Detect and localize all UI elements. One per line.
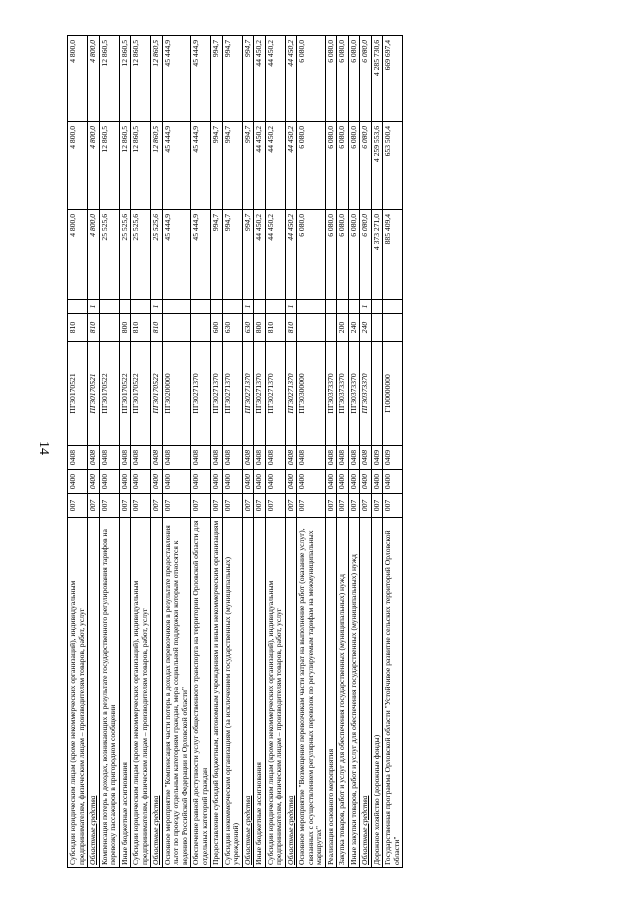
source-code bbox=[265, 300, 285, 314]
table-row bbox=[337, 36, 349, 868]
target-article-code: ПГ30271370 bbox=[211, 342, 223, 446]
amount-year-2: 4 259 553,6 bbox=[371, 122, 383, 210]
table-row bbox=[285, 36, 297, 868]
amount-year-2: 6 080,0 bbox=[348, 122, 360, 210]
amount-year-2: 653 500,4 bbox=[383, 122, 403, 210]
subsection-code: 0408 bbox=[265, 446, 285, 470]
expense-type-code: 810 bbox=[285, 314, 297, 342]
table-row bbox=[162, 36, 191, 868]
subsection-code: 0408 bbox=[254, 446, 266, 470]
amount-year-2: 6 080,0 bbox=[337, 122, 349, 210]
amount-year-3: 44 450,2 bbox=[265, 36, 285, 122]
amount-year-1: 25 525,6 bbox=[119, 210, 131, 300]
table-row bbox=[88, 36, 100, 868]
subsection-code: 0408 bbox=[119, 446, 131, 470]
subsection-code: 0408 bbox=[162, 446, 191, 470]
amount-year-1: 45 444,9 bbox=[162, 210, 191, 300]
row-description: Иные закупки товаров, работ и услуг для обеспечения государственных (муниципальных) нужд bbox=[348, 518, 360, 868]
row-description: Иные бюджетные ассигнования bbox=[119, 518, 131, 868]
amount-year-1: 25 525,6 bbox=[131, 210, 151, 300]
source-code bbox=[191, 300, 211, 314]
amount-year-2: 6 080,0 bbox=[360, 122, 372, 210]
ministry-code: 007 bbox=[119, 494, 131, 518]
target-article-code: ПГ30271370 bbox=[242, 342, 254, 446]
amount-year-3: 12 860,5 bbox=[131, 36, 151, 122]
expense-type-code bbox=[383, 314, 403, 342]
subsection-code: 0408 bbox=[285, 446, 297, 470]
amount-year-1: 44 450,2 bbox=[285, 210, 297, 300]
section-code: 0400 bbox=[191, 470, 211, 494]
page-number: 14 bbox=[36, 441, 51, 455]
table-row bbox=[371, 36, 383, 868]
table-row bbox=[119, 36, 131, 868]
expense-type-code: 240 bbox=[348, 314, 360, 342]
ministry-code: 007 bbox=[371, 494, 383, 518]
expense-type-code bbox=[325, 314, 337, 342]
amount-year-1: 994,7 bbox=[242, 210, 254, 300]
row-description: Обеспечение равной доступности услуг общественного транспорта на территории Орловской области для отдельных категорий граждан bbox=[191, 518, 211, 868]
table-row bbox=[242, 36, 254, 868]
ministry-code: 007 bbox=[242, 494, 254, 518]
section-code: 0400 bbox=[265, 470, 285, 494]
amount-year-2: 45 444,9 bbox=[191, 122, 211, 210]
amount-year-3: 6 080,0 bbox=[337, 36, 349, 122]
expense-type-code: 630 bbox=[222, 314, 242, 342]
row-description: Дорожное хозяйство (дорожные фонды) bbox=[371, 518, 383, 868]
amount-year-1: 4 800,0 bbox=[88, 210, 100, 300]
source-code bbox=[162, 300, 191, 314]
ministry-code: 007 bbox=[348, 494, 360, 518]
source-code bbox=[222, 300, 242, 314]
amount-year-3: 4 800,0 bbox=[88, 36, 100, 122]
row-description: Предоставление субсидий бюджетным, автономным учреждениям и иным некоммерческим организациям bbox=[211, 518, 223, 868]
subsection-code: 0408 bbox=[211, 446, 223, 470]
row-description: Основное мероприятие "Компенсация части потерь в доходах перевозчиков в результате предоставления льгот по проезду отдельным категориям граждан, мера социальной поддержки которым относятся к ведению Российской Федерации и Орловской области" bbox=[162, 518, 191, 868]
amount-year-2: 44 450,2 bbox=[285, 122, 297, 210]
source-code bbox=[348, 300, 360, 314]
amount-year-3: 994,7 bbox=[222, 36, 242, 122]
target-article-code bbox=[371, 342, 383, 446]
ministry-code: 007 bbox=[222, 494, 242, 518]
target-article-code: ПГ30373370 bbox=[325, 342, 337, 446]
section-code: 0400 bbox=[242, 470, 254, 494]
budget-table bbox=[67, 35, 403, 868]
row-description: Субсидии некоммерческим организациям (за исключением государственных (муниципальных) учреждений) bbox=[222, 518, 242, 868]
section-code: 0400 bbox=[371, 470, 383, 494]
amount-year-2: 44 450,2 bbox=[265, 122, 285, 210]
amount-year-3: 12 860,5 bbox=[119, 36, 131, 122]
row-description: Компенсация потерь в доходах, возникающих в результате государственного регулирования тарифов на перевозку пассажиров в пригородном сообщении bbox=[99, 518, 119, 868]
table-row bbox=[348, 36, 360, 868]
amount-year-1: 994,7 bbox=[211, 210, 223, 300]
amount-year-3: 6 080,0 bbox=[348, 36, 360, 122]
target-article-code: ПГ30373370 bbox=[348, 342, 360, 446]
amount-year-2: 4 800,0 bbox=[88, 122, 100, 210]
row-description: Областные средства bbox=[242, 518, 254, 868]
target-article-code: ПГ30271370 bbox=[254, 342, 266, 446]
amount-year-3: 4 800,0 bbox=[68, 36, 88, 122]
amount-year-1: 25 525,6 bbox=[99, 210, 119, 300]
source-code bbox=[131, 300, 151, 314]
expense-type-code bbox=[371, 314, 383, 342]
row-description: Иные бюджетные ассигнования bbox=[254, 518, 266, 868]
amount-year-3: 12 860,5 bbox=[99, 36, 119, 122]
expense-type-code: 800 bbox=[119, 314, 131, 342]
expense-type-code bbox=[297, 314, 326, 342]
section-code: 0400 bbox=[383, 470, 403, 494]
target-article-code: ПГ30170522 bbox=[99, 342, 119, 446]
amount-year-2: 45 444,9 bbox=[162, 122, 191, 210]
subsection-code: 0408 bbox=[348, 446, 360, 470]
row-description: Областные средства bbox=[285, 518, 297, 868]
row-description: Реализация основного мероприятия bbox=[325, 518, 337, 868]
target-article-code: Г100000000 bbox=[383, 342, 403, 446]
subsection-code: 0408 bbox=[242, 446, 254, 470]
row-description: Областные средства bbox=[88, 518, 100, 868]
amount-year-3: 6 080,0 bbox=[360, 36, 372, 122]
amount-year-1: 44 450,2 bbox=[265, 210, 285, 300]
ministry-code: 007 bbox=[151, 494, 163, 518]
section-code: 0400 bbox=[360, 470, 372, 494]
target-article-code: ПГ30373370 bbox=[337, 342, 349, 446]
source-code bbox=[211, 300, 223, 314]
source-code bbox=[99, 300, 119, 314]
row-description: Областные средства bbox=[151, 518, 163, 868]
section-code: 0400 bbox=[222, 470, 242, 494]
amount-year-1: 6 080,0 bbox=[360, 210, 372, 300]
ministry-code: 007 bbox=[325, 494, 337, 518]
ministry-code: 007 bbox=[88, 494, 100, 518]
ministry-code: 007 bbox=[162, 494, 191, 518]
expense-type-code: 810 bbox=[151, 314, 163, 342]
amount-year-3: 44 450,2 bbox=[254, 36, 266, 122]
target-article-code: ПГ30170521 bbox=[68, 342, 88, 446]
section-code: 0400 bbox=[162, 470, 191, 494]
row-description: Областные средства bbox=[360, 518, 372, 868]
expense-type-code: 800 bbox=[254, 314, 266, 342]
ministry-code: 007 bbox=[254, 494, 266, 518]
amount-year-3: 45 444,9 bbox=[191, 36, 211, 122]
target-article-code: ПГ30170522 bbox=[119, 342, 131, 446]
amount-year-2: 4 800,0 bbox=[68, 122, 88, 210]
target-article-code: ПГ30170521 bbox=[88, 342, 100, 446]
amount-year-1: 4 800,0 bbox=[68, 210, 88, 300]
amount-year-2: 12 860,5 bbox=[99, 122, 119, 210]
target-article-code: ПГ30170522 bbox=[131, 342, 151, 446]
amount-year-1: 44 450,2 bbox=[254, 210, 266, 300]
table-row bbox=[265, 36, 285, 868]
ministry-code: 007 bbox=[337, 494, 349, 518]
amount-year-3: 12 860,5 bbox=[151, 36, 163, 122]
table-row bbox=[297, 36, 326, 868]
expense-type-code bbox=[99, 314, 119, 342]
table-row bbox=[211, 36, 223, 868]
source-code: 1 bbox=[88, 300, 100, 314]
source-code bbox=[297, 300, 326, 314]
expense-type-code: 810 bbox=[88, 314, 100, 342]
row-description: Субсидии юридическим лицам (кроме некоммерческих организаций), индивидуальным предпринимателям, физическим лицам – производителям товаров, работ, услуг bbox=[131, 518, 151, 868]
section-code: 0400 bbox=[325, 470, 337, 494]
amount-year-1: 6 080,0 bbox=[297, 210, 326, 300]
subsection-code: 0408 bbox=[337, 446, 349, 470]
ministry-code: 007 bbox=[360, 494, 372, 518]
source-code bbox=[68, 300, 88, 314]
ministry-code: 007 bbox=[99, 494, 119, 518]
amount-year-3: 6 080,0 bbox=[325, 36, 337, 122]
source-code bbox=[254, 300, 266, 314]
table-row bbox=[383, 36, 403, 868]
subsection-code: 0408 bbox=[360, 446, 372, 470]
source-code: 1 bbox=[242, 300, 254, 314]
ministry-code: 007 bbox=[285, 494, 297, 518]
source-code: 1 bbox=[151, 300, 163, 314]
ministry-code: 007 bbox=[68, 494, 88, 518]
section-code: 0400 bbox=[285, 470, 297, 494]
target-article-code: ПГ30271370 bbox=[285, 342, 297, 446]
source-code bbox=[337, 300, 349, 314]
table-row bbox=[360, 36, 372, 868]
amount-year-1: 885 409,4 bbox=[383, 210, 403, 300]
section-code: 0400 bbox=[151, 470, 163, 494]
source-code bbox=[119, 300, 131, 314]
ministry-code: 007 bbox=[131, 494, 151, 518]
amount-year-3: 994,7 bbox=[211, 36, 223, 122]
row-description: Закупка товаров, работ и услуг для обеспечения государственных (муниципальных) нужд bbox=[337, 518, 349, 868]
target-article-code: ПГ30373370 bbox=[360, 342, 372, 446]
table-row bbox=[68, 36, 88, 868]
expense-type-code: 600 bbox=[211, 314, 223, 342]
amount-year-1: 4 373 271,0 bbox=[371, 210, 383, 300]
ministry-code: 007 bbox=[383, 494, 403, 518]
section-code: 0400 bbox=[337, 470, 349, 494]
section-code: 0400 bbox=[254, 470, 266, 494]
expense-type-code: 240 bbox=[360, 314, 372, 342]
subsection-code: 0408 bbox=[191, 446, 211, 470]
table-row bbox=[131, 36, 151, 868]
ministry-code: 007 bbox=[297, 494, 326, 518]
subsection-code: 0408 bbox=[131, 446, 151, 470]
target-article-code: ПГ30271370 bbox=[222, 342, 242, 446]
table-row bbox=[254, 36, 266, 868]
amount-year-3: 45 444,9 bbox=[162, 36, 191, 122]
amount-year-1: 45 444,9 bbox=[191, 210, 211, 300]
amount-year-3: 6 080,0 bbox=[297, 36, 326, 122]
section-code: 0400 bbox=[297, 470, 326, 494]
expense-type-code bbox=[191, 314, 211, 342]
expense-type-code bbox=[162, 314, 191, 342]
subsection-code: 0408 bbox=[99, 446, 119, 470]
amount-year-2: 12 860,5 bbox=[119, 122, 131, 210]
amount-year-1: 6 080,0 bbox=[348, 210, 360, 300]
amount-year-1: 6 080,0 bbox=[325, 210, 337, 300]
subsection-code: 0408 bbox=[151, 446, 163, 470]
ministry-code: 007 bbox=[211, 494, 223, 518]
amount-year-1: 6 080,0 bbox=[337, 210, 349, 300]
target-article-code: ПГ30271370 bbox=[191, 342, 211, 446]
row-description: Государственная программа Орловской области "Устойчивое развитие сельских территорий Орловской области" bbox=[383, 518, 403, 868]
table-row bbox=[222, 36, 242, 868]
amount-year-3: 44 450,2 bbox=[285, 36, 297, 122]
section-code: 0400 bbox=[88, 470, 100, 494]
table-row bbox=[99, 36, 119, 868]
source-code: 1 bbox=[285, 300, 297, 314]
section-code: 0400 bbox=[131, 470, 151, 494]
subsection-code: 0408 bbox=[297, 446, 326, 470]
section-code: 0400 bbox=[99, 470, 119, 494]
expense-type-code: 810 bbox=[131, 314, 151, 342]
source-code bbox=[383, 300, 403, 314]
subsection-code: 0408 bbox=[88, 446, 100, 470]
subsection-code: 0409 bbox=[371, 446, 383, 470]
amount-year-3: 669 697,4 bbox=[383, 36, 403, 122]
expense-type-code: 810 bbox=[68, 314, 88, 342]
amount-year-1: 25 525,6 bbox=[151, 210, 163, 300]
expense-type-code: 200 bbox=[337, 314, 349, 342]
subsection-code: 0408 bbox=[222, 446, 242, 470]
subsection-code: 0408 bbox=[68, 446, 88, 470]
source-code bbox=[371, 300, 383, 314]
section-code: 0400 bbox=[348, 470, 360, 494]
amount-year-2: 44 450,2 bbox=[254, 122, 266, 210]
target-article-code: ПГ30271370 bbox=[265, 342, 285, 446]
table-row bbox=[325, 36, 337, 868]
target-article-code: ПГ30200000 bbox=[162, 342, 191, 446]
table-row bbox=[151, 36, 163, 868]
target-article-code: ПГ30300000 bbox=[297, 342, 326, 446]
amount-year-2: 994,7 bbox=[242, 122, 254, 210]
amount-year-2: 994,7 bbox=[211, 122, 223, 210]
amount-year-3: 4 285 730,6 bbox=[371, 36, 383, 122]
row-description: Основное мероприятие "Возмещение перевозчикам части затрат на выполнение работ (оказание услуг), связанных с осуществлением регулярных перевозок по регулируемым тарифам на межмуниципальных маршрутах" bbox=[297, 518, 326, 868]
amount-year-1: 994,7 bbox=[222, 210, 242, 300]
table-row bbox=[191, 36, 211, 868]
amount-year-3: 994,7 bbox=[242, 36, 254, 122]
section-code: 0400 bbox=[119, 470, 131, 494]
section-code: 0400 bbox=[211, 470, 223, 494]
amount-year-2: 12 860,5 bbox=[151, 122, 163, 210]
ministry-code: 007 bbox=[191, 494, 211, 518]
rotated-page-content bbox=[67, 36, 577, 868]
row-description: Субсидии юридическим лицам (кроме некоммерческих организаций), индивидуальным предпринимателям, физическим лицам – производителям товаров, работ, услуг bbox=[265, 518, 285, 868]
row-description: Субсидии юридическим лицам (кроме некоммерческих организаций), индивидуальным предпринимателям, физическим лицам – производителям товаров, работ, услуг bbox=[68, 518, 88, 868]
subsection-code: 0408 bbox=[325, 446, 337, 470]
ministry-code: 007 bbox=[265, 494, 285, 518]
section-code: 0400 bbox=[68, 470, 88, 494]
expense-type-code: 810 bbox=[265, 314, 285, 342]
target-article-code: ПГ30170522 bbox=[151, 342, 163, 446]
source-code: 1 bbox=[360, 300, 372, 314]
subsection-code: 0409 bbox=[383, 446, 403, 470]
amount-year-2: 12 860,5 bbox=[131, 122, 151, 210]
expense-type-code: 630 bbox=[242, 314, 254, 342]
source-code bbox=[325, 300, 337, 314]
amount-year-2: 6 080,0 bbox=[325, 122, 337, 210]
amount-year-2: 994,7 bbox=[222, 122, 242, 210]
amount-year-2: 6 080,0 bbox=[297, 122, 326, 210]
